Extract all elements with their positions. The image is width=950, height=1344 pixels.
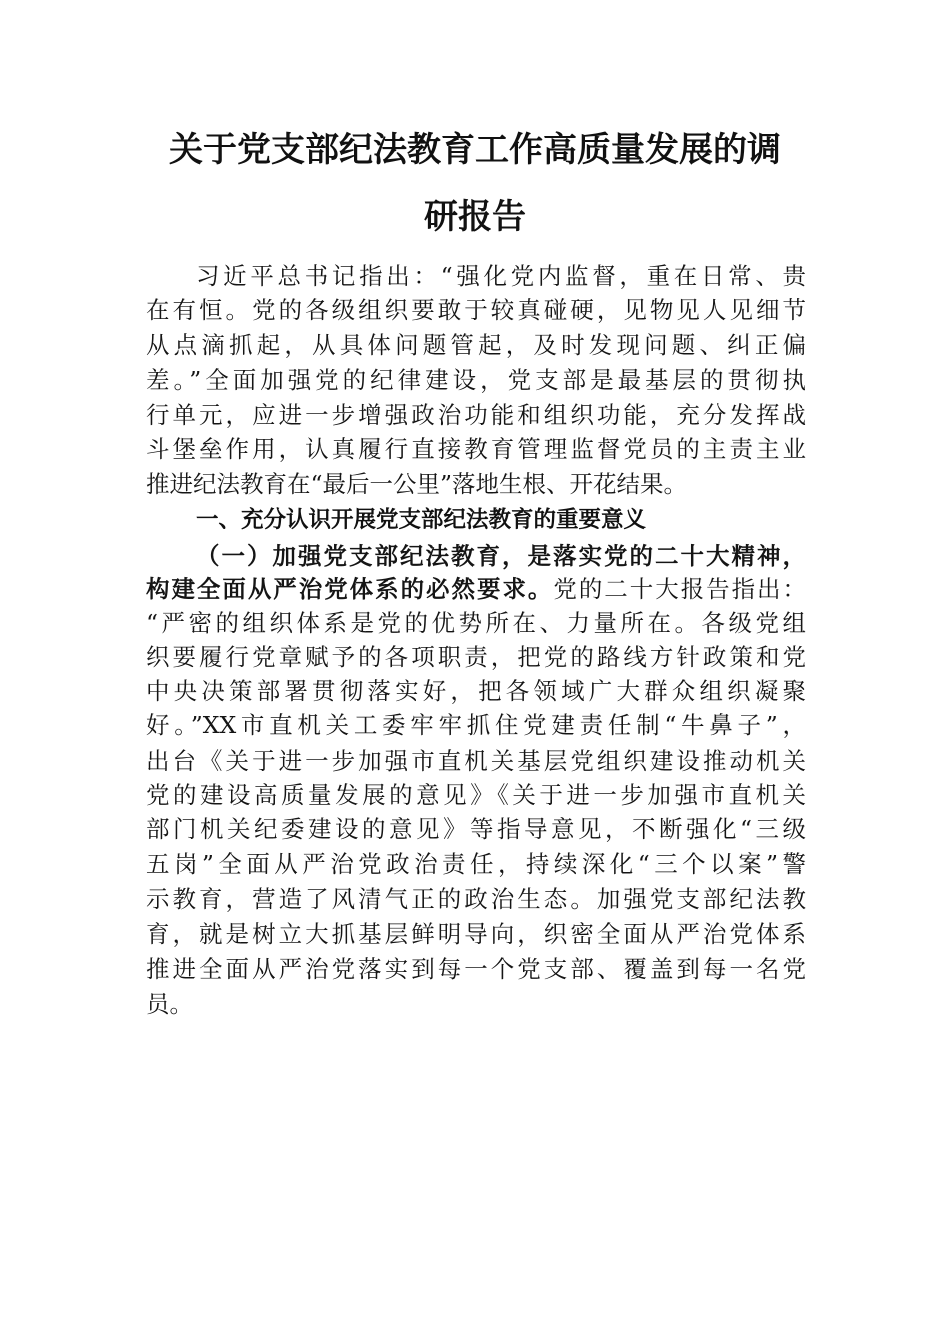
paragraph-1-line-5: 行单元，应进一步增强政治功能和组织功能，充分发挥战 [146, 401, 806, 429]
paragraph-1-line-3: 从点滴抓起，从具体问题管起，及时发现问题、纠正偏 [146, 331, 806, 359]
paragraph-1-line-7: 推进纪法教育在“最后一公里”落地生根、开花结果。 [146, 470, 688, 498]
paragraph-2-line-10: 五岗”全面从严治党政治责任，持续深化“三个以案”警 [146, 850, 806, 878]
paragraph-2-line-12: 育，就是树立大抓基层鲜明导向，织密全面从严治党体系 [146, 920, 806, 948]
paragraph-2-line-7: 出台《关于进一步加强市直机关基层党组织建设推动机关 [146, 747, 806, 775]
paragraph-2-line-5: 中央决策部署贯彻落实好，把各领域广大群众组织凝聚 [146, 677, 806, 705]
paragraph-2-line-14: 员。 [146, 990, 193, 1018]
document-title-line-1: 关于党支部纪法教育工作高质量发展的调 [169, 130, 781, 170]
paragraph-2-line-11: 示教育，营造了风清气正的政治生态。加强党支部纪法教 [146, 885, 806, 913]
section-1-heading: 一、充分认识开展党支部纪法教育的重要意义 [196, 507, 647, 533]
paragraph-2-line-13: 推进全面从严治党落实到每一个党支部、覆盖到每一名党 [146, 955, 806, 983]
paragraph-2-lead-line-1: （一）加强党支部纪法教育，是落实党的二十大精神， [196, 542, 806, 570]
paragraph-1-line-4: 差。”全面加强党的纪律建设，党支部是最基层的贯彻执 [146, 366, 806, 394]
paragraph-1-line-6: 斗堡垒作用，认真履行直接教育管理监督党员的主责主业 [146, 435, 806, 463]
paragraph-1-line-2: 在有恒。党的各级组织要敢于较真碰硬，见物见人见细节 [146, 296, 806, 324]
paragraph-2-line-6: 好。”XX市直机关工委牢牢抓住党建责任制“牛鼻子”， [146, 711, 806, 739]
paragraph-2-line-8: 党的建设高质量发展的意见》《关于进一步加强市直机关 [146, 781, 806, 809]
paragraph-2-line-2 [146, 572, 806, 606]
paragraph-2-line-9: 部门机关纪委建设的意见》等指导意见，不断强化“三级 [146, 815, 806, 843]
paragraph-2-lead-line-2: 构建全面从严治党体系的必然要求。 [146, 575, 554, 603]
paragraph-1-line-1: 习近平总书记指出：“强化党内监督，重在日常、贵 [196, 262, 806, 290]
paragraph-2-line-2-rest: 党的二十大报告指出： [553, 575, 806, 603]
document-title-line-2: 研报告 [424, 197, 526, 237]
paragraph-2-line-4: 织要履行党章赋予的各项职责，把党的路线方针政策和党 [146, 643, 806, 671]
paragraph-2-line-3: “严密的组织体系是党的优势所在、力量所在。各级党组 [146, 609, 806, 637]
